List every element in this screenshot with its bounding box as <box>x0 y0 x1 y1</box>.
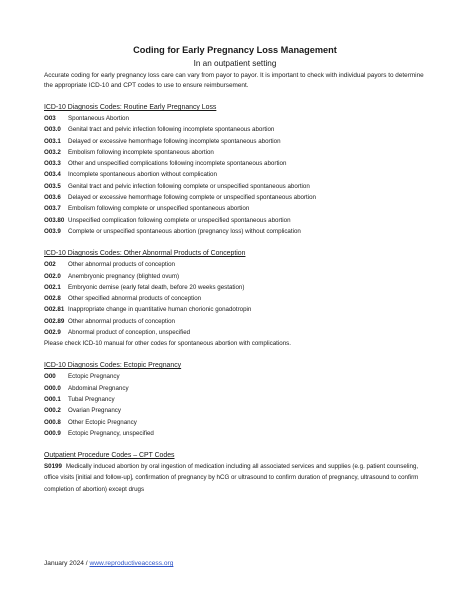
code-row <box>44 293 426 304</box>
code-row <box>44 405 426 416</box>
code: O00.9 <box>44 429 61 437</box>
code: O03.4 <box>44 171 61 179</box>
code-description: Unspecified complication following complete or unspecified spontaneous abortion <box>68 216 291 224</box>
section-abnormal-products <box>44 249 426 349</box>
code-row <box>44 226 426 237</box>
code-row <box>44 282 426 293</box>
code-row <box>44 383 426 394</box>
code: O02.1 <box>44 283 61 291</box>
section-ectopic <box>44 361 426 439</box>
icd-manual-note: Please check ICD-10 manual for other codes for spontaneous abortion with complications. <box>44 340 291 348</box>
code-description: Embolism following complete or unspecified spontaneous abortion <box>68 205 250 213</box>
code-description: Complete or unspecified spontaneous abortion (pregnancy loss) without complication <box>68 227 301 235</box>
section-cpt-codes <box>44 451 426 495</box>
document-subtitle: In an outpatient setting <box>193 59 277 68</box>
code-row <box>44 147 426 158</box>
section-heading: ICD-10 Diagnosis Codes: Routine Early Pregnancy Loss <box>44 104 217 111</box>
code: O02.0 <box>44 272 61 280</box>
code-description: Spontaneous Abortion <box>68 115 129 122</box>
code-row <box>44 136 426 147</box>
code: O02 <box>44 261 56 269</box>
cpt-paragraph <box>44 461 426 495</box>
code: O03.0 <box>44 126 61 134</box>
code-row <box>44 215 426 226</box>
code: O03.9 <box>44 227 61 235</box>
code-description: Tubal Pregnancy <box>68 395 115 403</box>
code-description: Genital tract and pelvic infection following complete or unspecified spontaneous abortion <box>68 182 310 190</box>
footer <box>44 560 173 567</box>
document-page <box>44 44 426 495</box>
code: O03.5 <box>44 182 61 190</box>
section-heading: ICD-10 Diagnosis Codes: Other Abnormal Products of Conception <box>44 250 246 258</box>
code-row <box>44 304 426 315</box>
code-row <box>44 259 426 270</box>
code: O00 <box>44 373 56 381</box>
code-description: Other abnormal products of conception <box>68 317 175 325</box>
document-title: Coding for Early Pregnancy Loss Management <box>133 45 337 55</box>
code: O00.1 <box>44 395 61 403</box>
section-heading: Outpatient Procedure Codes – CPT Codes <box>44 452 175 460</box>
code: S0199 <box>44 463 62 471</box>
code: O02.8 <box>44 295 61 303</box>
code: O03.2 <box>44 148 61 156</box>
footer-link[interactable]: www.reproductiveaccess.org <box>89 560 174 567</box>
footer-date: January 2024 / <box>44 560 90 567</box>
section-heading: ICD-10 Diagnosis Codes: Ectopic Pregnancy <box>44 362 182 370</box>
code: O02.81 <box>44 306 65 314</box>
code: O03 <box>44 115 56 122</box>
code-row <box>44 203 426 214</box>
code-description: Abdominal Pregnancy <box>68 384 129 392</box>
code-description: Embryonic demise (early fetal death, before 20 weeks gestation) <box>68 283 245 291</box>
code-description: Incomplete spontaneous abortion without complication <box>68 171 217 179</box>
code: O02.89 <box>44 317 65 325</box>
code: O00.8 <box>44 418 61 426</box>
intro-paragraph: Accurate coding for early pregnancy loss care can vary from payor to payor. It is important to check with individual payors to determine the appropriate ICD-10 and CPT codes to use to ensure reimbursement. <box>44 72 424 89</box>
code: O03.7 <box>44 205 61 213</box>
code-description: Inappropriate change in quantitative human chorionic gonadotropin <box>68 306 252 314</box>
code-description: Other and unspecified complications following incomplete spontaneous abortion <box>68 160 287 168</box>
code: O03.6 <box>44 194 61 202</box>
code-description: Other specified abnormal products of conception <box>68 295 202 303</box>
code-row <box>44 181 426 192</box>
code-description: Ectopic Pregnancy, unspecified <box>68 429 154 437</box>
code-row <box>44 158 426 169</box>
code-description: Ectopic Pregnancy <box>68 373 120 381</box>
code: O00.0 <box>44 384 61 392</box>
code-row <box>44 428 426 439</box>
code-row <box>44 327 426 338</box>
code-description: Medically induced abortion by oral ingestion of medication including all associated services and supplies (e.g. patient counseling, office visits [initial and follow-up], confirmation of pregnancy by hCG or ultrasound to confirm duration of pregnancy, ultrasound to confirm completion of abortion) except drugs <box>44 463 419 493</box>
code: O03.80 <box>44 216 65 224</box>
code: O00.2 <box>44 407 61 415</box>
code-row <box>44 271 426 282</box>
code-description: Ovarian Pregnancy <box>68 407 121 415</box>
code-row <box>44 169 426 180</box>
code-description: Other Ectopic Pregnancy <box>68 418 137 426</box>
code-description: Other abnormal products of conception <box>68 261 175 269</box>
code: O02.9 <box>44 329 61 337</box>
code-row <box>44 417 426 428</box>
code-row <box>44 113 426 124</box>
code-row <box>44 371 426 382</box>
code: O03.1 <box>44 137 61 145</box>
code-description: Anembryonic pregnancy (blighted ovum) <box>68 272 180 280</box>
code-description: Delayed or excessive hemorrhage following incomplete spontaneous abortion <box>68 137 281 145</box>
code-row <box>44 316 426 327</box>
code-description: Genital tract and pelvic infection following incomplete spontaneous abortion <box>68 126 275 134</box>
code-description: Abnormal product of conception, unspecified <box>68 329 191 337</box>
code-description: Delayed or excessive hemorrhage following complete or unspecified spontaneous abortion <box>68 194 316 202</box>
section-routine-loss <box>44 103 426 237</box>
code-row <box>44 394 426 405</box>
code: O03.3 <box>44 160 61 168</box>
code-description: Embolism following incomplete spontaneous abortion <box>68 148 214 156</box>
code-row <box>44 124 426 135</box>
code-row <box>44 192 426 203</box>
